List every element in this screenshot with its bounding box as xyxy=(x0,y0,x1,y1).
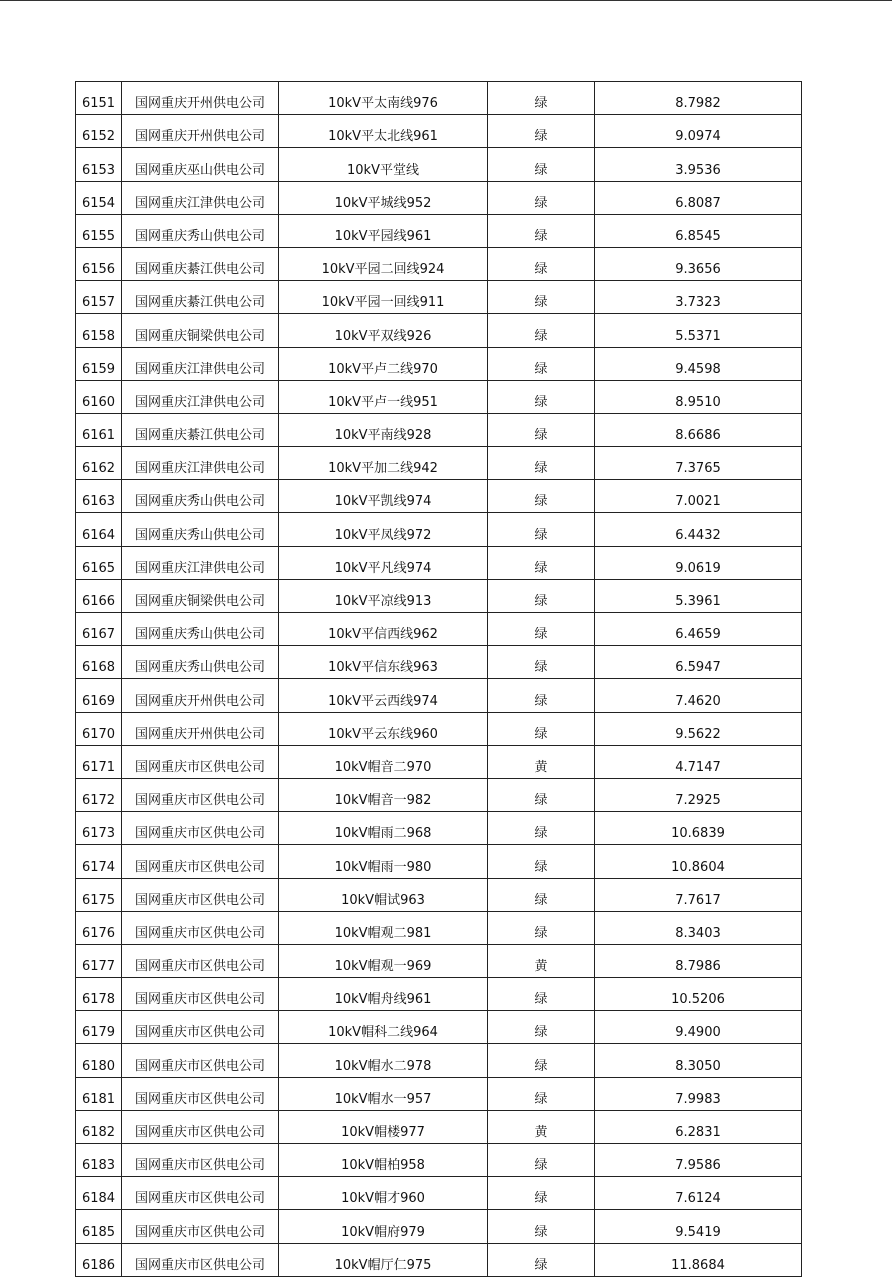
cell-status-color: 绿 xyxy=(488,347,595,380)
table-row xyxy=(76,1243,802,1276)
cell-line-name: 10kV帽观二981 xyxy=(279,911,488,944)
table-row xyxy=(76,778,802,811)
table-row xyxy=(76,480,802,513)
table-row xyxy=(76,513,802,546)
cell-value: 9.5622 xyxy=(595,712,802,745)
cell-line-name: 10kV平卢一线951 xyxy=(279,380,488,413)
cell-line-name: 10kV平凯线974 xyxy=(279,480,488,513)
cell-value: 5.3961 xyxy=(595,579,802,612)
cell-company: 国网重庆巫山供电公司 xyxy=(122,148,279,181)
cell-index: 6182 xyxy=(76,1110,122,1143)
cell-company: 国网重庆市区供电公司 xyxy=(122,778,279,811)
cell-company: 国网重庆市区供电公司 xyxy=(122,1243,279,1276)
cell-company: 国网重庆江津供电公司 xyxy=(122,181,279,214)
cell-value: 6.4432 xyxy=(595,513,802,546)
cell-value: 10.5206 xyxy=(595,978,802,1011)
cell-status-color: 绿 xyxy=(488,679,595,712)
cell-status-color: 绿 xyxy=(488,380,595,413)
cell-status-color: 绿 xyxy=(488,812,595,845)
cell-value: 6.8545 xyxy=(595,214,802,247)
cell-index: 6170 xyxy=(76,712,122,745)
table-row xyxy=(76,380,802,413)
cell-status-color: 绿 xyxy=(488,181,595,214)
cell-company: 国网重庆秀山供电公司 xyxy=(122,480,279,513)
cell-index: 6151 xyxy=(76,82,122,115)
table-row xyxy=(76,82,802,115)
cell-company: 国网重庆铜梁供电公司 xyxy=(122,579,279,612)
cell-line-name: 10kV帽雨二968 xyxy=(279,812,488,845)
cell-index: 6156 xyxy=(76,247,122,280)
cell-index: 6175 xyxy=(76,878,122,911)
table-row xyxy=(76,1110,802,1143)
cell-line-name: 10kV帽科二线964 xyxy=(279,1011,488,1044)
table-row xyxy=(76,579,802,612)
cell-company: 国网重庆市区供电公司 xyxy=(122,1110,279,1143)
cell-value: 7.3765 xyxy=(595,447,802,480)
cell-index: 6173 xyxy=(76,812,122,845)
cell-company: 国网重庆江津供电公司 xyxy=(122,447,279,480)
cell-line-name: 10kV平云西线974 xyxy=(279,679,488,712)
table-row xyxy=(76,978,802,1011)
page-top-border xyxy=(0,0,892,1)
cell-line-name: 10kV平凡线974 xyxy=(279,546,488,579)
cell-status-color: 绿 xyxy=(488,1243,595,1276)
cell-status-color: 绿 xyxy=(488,712,595,745)
cell-value: 7.7617 xyxy=(595,878,802,911)
cell-status-color: 绿 xyxy=(488,1144,595,1177)
table-row xyxy=(76,115,802,148)
cell-index: 6155 xyxy=(76,214,122,247)
cell-value: 9.0974 xyxy=(595,115,802,148)
cell-company: 国网重庆市区供电公司 xyxy=(122,1210,279,1243)
cell-value: 6.2831 xyxy=(595,1110,802,1143)
cell-status-color: 绿 xyxy=(488,82,595,115)
cell-index: 6185 xyxy=(76,1210,122,1243)
table-row xyxy=(76,347,802,380)
cell-status-color: 绿 xyxy=(488,1011,595,1044)
cell-company: 国网重庆市区供电公司 xyxy=(122,1044,279,1077)
cell-line-name: 10kV平园线961 xyxy=(279,214,488,247)
cell-value: 7.9586 xyxy=(595,1144,802,1177)
cell-line-name: 10kV平南线928 xyxy=(279,413,488,446)
cell-company: 国网重庆开州供电公司 xyxy=(122,82,279,115)
cell-value: 9.4598 xyxy=(595,347,802,380)
table-row xyxy=(76,679,802,712)
table-row xyxy=(76,1077,802,1110)
cell-value: 10.6839 xyxy=(595,812,802,845)
cell-value: 7.9983 xyxy=(595,1077,802,1110)
cell-company: 国网重庆秀山供电公司 xyxy=(122,646,279,679)
cell-index: 6179 xyxy=(76,1011,122,1044)
cell-line-name: 10kV帽柏958 xyxy=(279,1144,488,1177)
cell-value: 6.5947 xyxy=(595,646,802,679)
cell-line-name: 10kV帽舟线961 xyxy=(279,978,488,1011)
cell-status-color: 绿 xyxy=(488,646,595,679)
cell-index: 6180 xyxy=(76,1044,122,1077)
cell-status-color: 黄 xyxy=(488,944,595,977)
table-body xyxy=(76,82,802,1277)
cell-index: 6153 xyxy=(76,148,122,181)
cell-value: 6.8087 xyxy=(595,181,802,214)
cell-company: 国网重庆市区供电公司 xyxy=(122,978,279,1011)
cell-index: 6174 xyxy=(76,845,122,878)
cell-value: 8.9510 xyxy=(595,380,802,413)
cell-company: 国网重庆市区供电公司 xyxy=(122,911,279,944)
cell-line-name: 10kV平加二线942 xyxy=(279,447,488,480)
cell-status-color: 绿 xyxy=(488,513,595,546)
cell-status-color: 绿 xyxy=(488,480,595,513)
table-row xyxy=(76,181,802,214)
cell-index: 6166 xyxy=(76,579,122,612)
table-row xyxy=(76,1177,802,1210)
cell-value: 5.5371 xyxy=(595,314,802,347)
table-row xyxy=(76,1011,802,1044)
cell-line-name: 10kV帽厅仁975 xyxy=(279,1243,488,1276)
cell-index: 6165 xyxy=(76,546,122,579)
table-row xyxy=(76,214,802,247)
cell-index: 6163 xyxy=(76,480,122,513)
cell-value: 9.3656 xyxy=(595,247,802,280)
cell-status-color: 绿 xyxy=(488,115,595,148)
cell-line-name: 10kV平凤线972 xyxy=(279,513,488,546)
cell-status-color: 绿 xyxy=(488,314,595,347)
cell-company: 国网重庆市区供电公司 xyxy=(122,944,279,977)
table-row xyxy=(76,911,802,944)
cell-value: 8.6686 xyxy=(595,413,802,446)
table-row xyxy=(76,745,802,778)
data-table-container xyxy=(75,81,802,1277)
cell-value: 7.6124 xyxy=(595,1177,802,1210)
cell-status-color: 绿 xyxy=(488,845,595,878)
cell-company: 国网重庆市区供电公司 xyxy=(122,845,279,878)
cell-value: 9.0619 xyxy=(595,546,802,579)
cell-status-color: 绿 xyxy=(488,911,595,944)
cell-company: 国网重庆市区供电公司 xyxy=(122,1077,279,1110)
cell-line-name: 10kV平园一回线911 xyxy=(279,281,488,314)
table-row xyxy=(76,314,802,347)
cell-index: 6177 xyxy=(76,944,122,977)
cell-company: 国网重庆秀山供电公司 xyxy=(122,613,279,646)
cell-line-name: 10kV平太南线976 xyxy=(279,82,488,115)
cell-index: 6184 xyxy=(76,1177,122,1210)
cell-status-color: 黄 xyxy=(488,745,595,778)
table-row xyxy=(76,148,802,181)
cell-index: 6171 xyxy=(76,745,122,778)
cell-status-color: 绿 xyxy=(488,1044,595,1077)
cell-line-name: 10kV平堂线 xyxy=(279,148,488,181)
cell-company: 国网重庆铜梁供电公司 xyxy=(122,314,279,347)
cell-status-color: 绿 xyxy=(488,214,595,247)
cell-value: 8.7982 xyxy=(595,82,802,115)
cell-status-color: 绿 xyxy=(488,148,595,181)
cell-line-name: 10kV帽音一982 xyxy=(279,778,488,811)
cell-company: 国网重庆市区供电公司 xyxy=(122,878,279,911)
table-row xyxy=(76,1210,802,1243)
cell-index: 6159 xyxy=(76,347,122,380)
cell-line-name: 10kV平园二回线924 xyxy=(279,247,488,280)
table-row xyxy=(76,812,802,845)
table-row xyxy=(76,447,802,480)
cell-line-name: 10kV帽试963 xyxy=(279,878,488,911)
cell-line-name: 10kV平卢二线970 xyxy=(279,347,488,380)
cell-index: 6160 xyxy=(76,380,122,413)
cell-status-color: 绿 xyxy=(488,413,595,446)
cell-company: 国网重庆綦江供电公司 xyxy=(122,281,279,314)
cell-index: 6158 xyxy=(76,314,122,347)
cell-line-name: 10kV平太北线961 xyxy=(279,115,488,148)
cell-index: 6154 xyxy=(76,181,122,214)
cell-index: 6167 xyxy=(76,613,122,646)
cell-value: 11.8684 xyxy=(595,1243,802,1276)
cell-value: 8.7986 xyxy=(595,944,802,977)
cell-company: 国网重庆市区供电公司 xyxy=(122,1011,279,1044)
cell-status-color: 绿 xyxy=(488,447,595,480)
cell-company: 国网重庆开州供电公司 xyxy=(122,712,279,745)
cell-company: 国网重庆秀山供电公司 xyxy=(122,513,279,546)
cell-company: 国网重庆开州供电公司 xyxy=(122,115,279,148)
cell-line-name: 10kV帽雨一980 xyxy=(279,845,488,878)
cell-value: 8.3403 xyxy=(595,911,802,944)
cell-status-color: 绿 xyxy=(488,1177,595,1210)
cell-line-name: 10kV帽观一969 xyxy=(279,944,488,977)
table-row xyxy=(76,1144,802,1177)
cell-line-name: 10kV平云东线960 xyxy=(279,712,488,745)
cell-status-color: 绿 xyxy=(488,1210,595,1243)
cell-line-name: 10kV帽水二978 xyxy=(279,1044,488,1077)
cell-status-color: 绿 xyxy=(488,778,595,811)
cell-value: 6.4659 xyxy=(595,613,802,646)
cell-value: 10.8604 xyxy=(595,845,802,878)
cell-line-name: 10kV帽音二970 xyxy=(279,745,488,778)
cell-index: 6162 xyxy=(76,447,122,480)
cell-status-color: 绿 xyxy=(488,978,595,1011)
cell-line-name: 10kV帽楼977 xyxy=(279,1110,488,1143)
cell-index: 6172 xyxy=(76,778,122,811)
cell-value: 3.7323 xyxy=(595,281,802,314)
cell-line-name: 10kV帽府979 xyxy=(279,1210,488,1243)
cell-index: 6161 xyxy=(76,413,122,446)
table-row xyxy=(76,546,802,579)
cell-status-color: 黄 xyxy=(488,1110,595,1143)
table-row xyxy=(76,646,802,679)
cell-status-color: 绿 xyxy=(488,579,595,612)
table-row xyxy=(76,1044,802,1077)
cell-index: 6157 xyxy=(76,281,122,314)
cell-index: 6186 xyxy=(76,1243,122,1276)
data-table xyxy=(75,81,802,1277)
cell-status-color: 绿 xyxy=(488,1077,595,1110)
cell-value: 8.3050 xyxy=(595,1044,802,1077)
cell-value: 9.5419 xyxy=(595,1210,802,1243)
cell-status-color: 绿 xyxy=(488,613,595,646)
cell-company: 国网重庆江津供电公司 xyxy=(122,347,279,380)
cell-company: 国网重庆江津供电公司 xyxy=(122,546,279,579)
table-row xyxy=(76,944,802,977)
table-row xyxy=(76,281,802,314)
cell-index: 6169 xyxy=(76,679,122,712)
cell-company: 国网重庆开州供电公司 xyxy=(122,679,279,712)
cell-status-color: 绿 xyxy=(488,281,595,314)
cell-company: 国网重庆江津供电公司 xyxy=(122,380,279,413)
cell-line-name: 10kV帽水一957 xyxy=(279,1077,488,1110)
cell-line-name: 10kV平双线926 xyxy=(279,314,488,347)
cell-value: 3.9536 xyxy=(595,148,802,181)
cell-company: 国网重庆市区供电公司 xyxy=(122,745,279,778)
cell-value: 7.4620 xyxy=(595,679,802,712)
cell-value: 4.7147 xyxy=(595,745,802,778)
cell-company: 国网重庆綦江供电公司 xyxy=(122,413,279,446)
table-row xyxy=(76,878,802,911)
cell-line-name: 10kV平信西线962 xyxy=(279,613,488,646)
cell-company: 国网重庆市区供电公司 xyxy=(122,1144,279,1177)
cell-status-color: 绿 xyxy=(488,247,595,280)
cell-index: 6152 xyxy=(76,115,122,148)
cell-line-name: 10kV平信东线963 xyxy=(279,646,488,679)
cell-index: 6168 xyxy=(76,646,122,679)
cell-value: 7.2925 xyxy=(595,778,802,811)
table-row xyxy=(76,845,802,878)
cell-company: 国网重庆綦江供电公司 xyxy=(122,247,279,280)
table-row xyxy=(76,247,802,280)
cell-index: 6164 xyxy=(76,513,122,546)
cell-status-color: 绿 xyxy=(488,878,595,911)
cell-status-color: 绿 xyxy=(488,546,595,579)
cell-value: 9.4900 xyxy=(595,1011,802,1044)
cell-company: 国网重庆市区供电公司 xyxy=(122,1177,279,1210)
cell-line-name: 10kV平城线952 xyxy=(279,181,488,214)
cell-company: 国网重庆秀山供电公司 xyxy=(122,214,279,247)
cell-index: 6176 xyxy=(76,911,122,944)
cell-index: 6178 xyxy=(76,978,122,1011)
cell-company: 国网重庆市区供电公司 xyxy=(122,812,279,845)
table-row xyxy=(76,613,802,646)
cell-index: 6183 xyxy=(76,1144,122,1177)
table-row xyxy=(76,413,802,446)
cell-line-name: 10kV平凉线913 xyxy=(279,579,488,612)
cell-value: 7.0021 xyxy=(595,480,802,513)
cell-index: 6181 xyxy=(76,1077,122,1110)
cell-line-name: 10kV帽才960 xyxy=(279,1177,488,1210)
table-row xyxy=(76,712,802,745)
